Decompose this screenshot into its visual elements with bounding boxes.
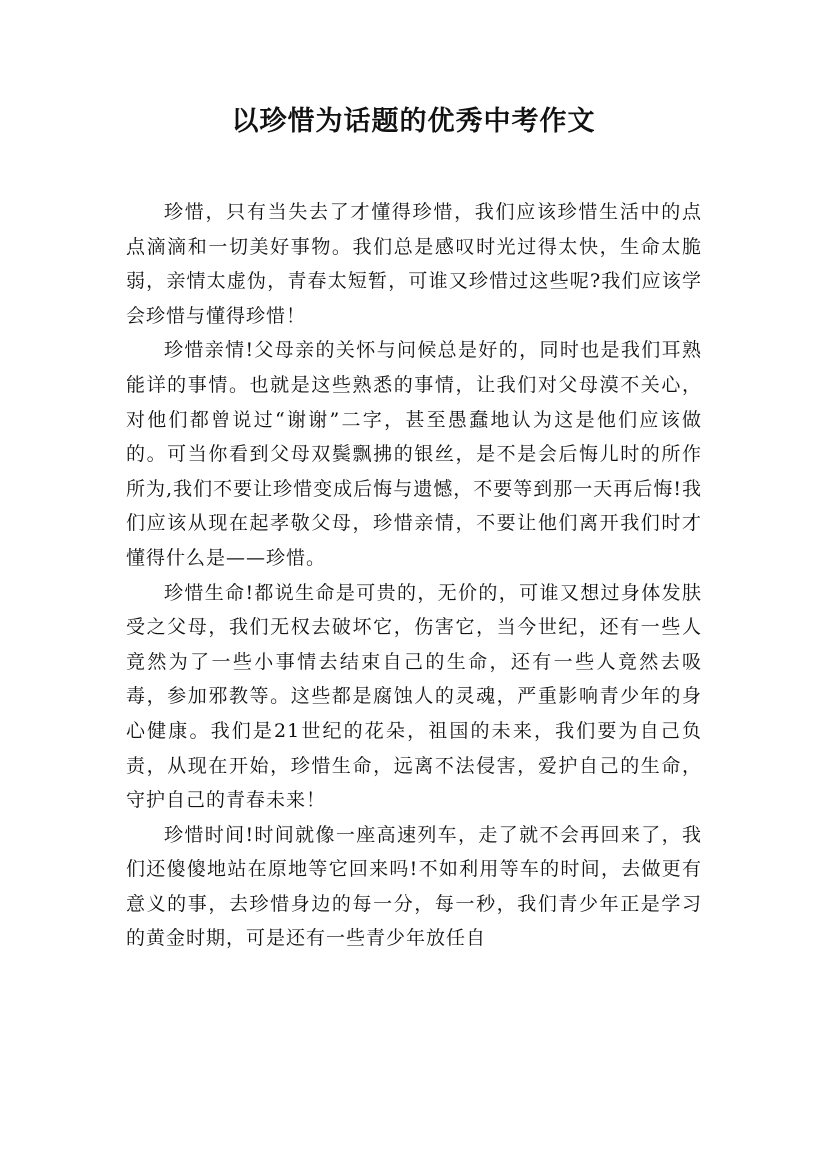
paragraph-life: 珍惜生命!都说生命是可贵的，无价的，可谁又想过身体发肤受之父母，我们无权去破坏它，伤害它，当今世纪，还有一些人竟然为了一些小事情去结束自己的生命，还有一些人竟然去吸毒，参加邪教等。这些都是腐蚀人的灵魂，严重影响青少年的身心健康。我们是21世纪的花朵，祖国的未来，我们要为自己负责，从现在开始，珍惜生命，远离不法侵害，爱护自己的生命，守护自己的青春未来！ [126, 581, 702, 812]
paragraph-time: 珍惜时间!时间就像一座高速列车，走了就不会再回来了，我们还傻傻地站在原地等它回来吗!不如利用等车的时间，去做更有意义的事，去珍惜身边的每一分，每一秒，我们青少年正是学习的黄金时期，可是还有一些青少年放任自 [126, 823, 702, 950]
document-title: 以珍惜为话题的优秀中考作文 [231, 106, 596, 137]
paragraph-intro: 珍惜，只有当失去了才懂得珍惜，我们应该珍惜生活中的点点滴滴和一切美好事物。我们总是感叹时光过得太快，生命太脆弱，亲情太虚伪，青春太短暂，可谁又珍惜过这些呢?我们应该学会珍惜与懂得珍惜！ [126, 201, 702, 327]
document-body [126, 195, 702, 956]
paragraph-family: 珍惜亲情!父母亲的关怀与问候总是好的，同时也是我们耳熟能详的事情。也就是这些熟悉的事情，让我们对父母漠不关心，对他们都曾说过“谢谢”二字，甚至愚蠢地认为这是他们应该做的。可当你看到父母双鬓飘拂的银丝，是不是会后悔儿时的所作所为,我们不要让珍惜变成后悔与遗憾，不要等到那一天再后悔!我们应该从现在起孝敬父母，珍惜亲情，不要让他们离开我们时才懂得什么是——珍惜。 [126, 339, 702, 569]
